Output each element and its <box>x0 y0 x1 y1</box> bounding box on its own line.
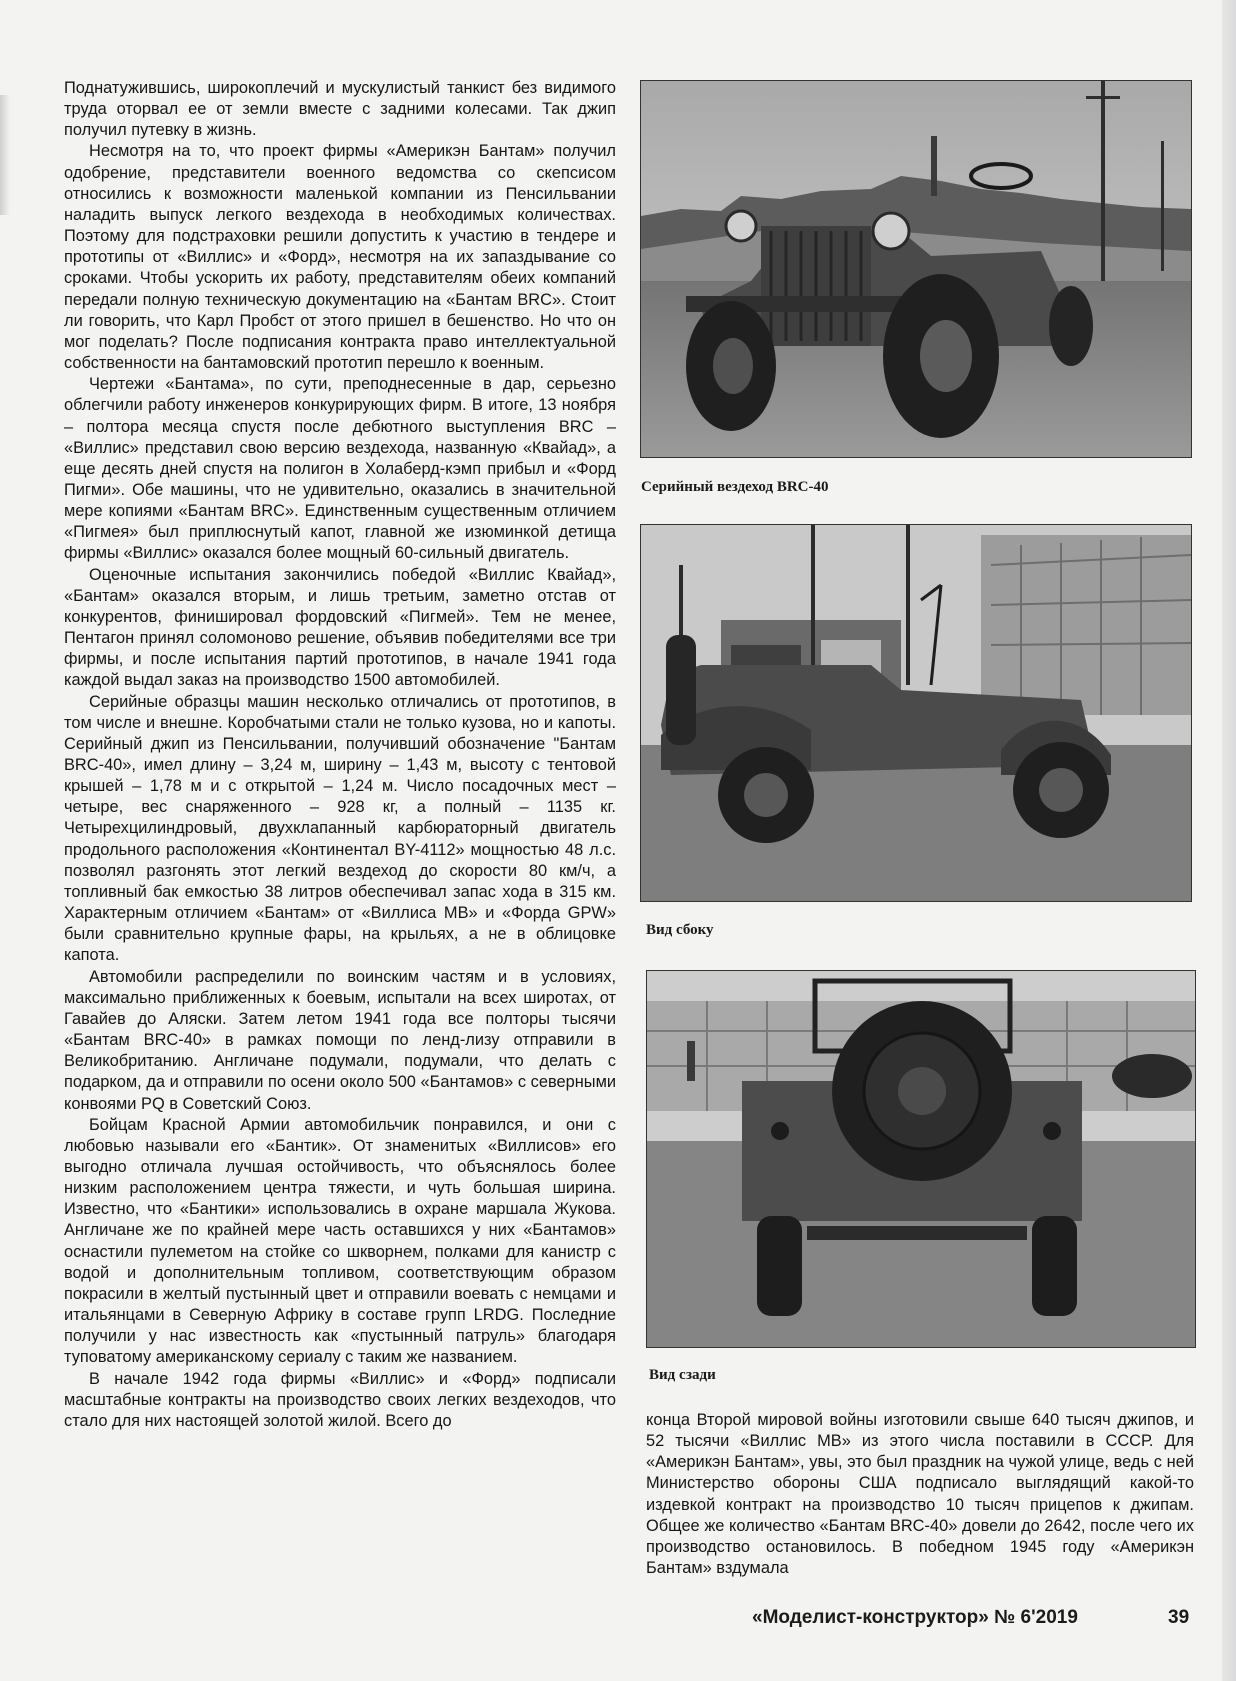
photo-rear-view <box>646 970 1196 1348</box>
paragraph-1: Поднатужившись, широкоплечий и мускулистый танкист без видимого труда оторвал ее от земли вместе с задними колесами. Так джип получил путевку в жизнь. <box>64 79 616 140</box>
caption-rear-view: Вид сзади <box>649 1367 716 1383</box>
photo-front-view <box>640 80 1192 458</box>
caption-side-view: Вид сбоку <box>646 922 714 938</box>
paragraph-6: Автомобили распределили по воинским частям и в условиях, максимально приближенных к боевым, испытали на всех широтах, от Гавайев до Аляски. Затем летом 1941 года все полторы тысячи «Бантам BRC-40» в рамках помощи по ленд-лизу отправили в Великобританию. Англичане подумали, подумали, что делать с подарком, да и отправили по осени около 500 «Бантамов» с северными конвоями PQ в Советский Союз. <box>64 967 616 1113</box>
paragraph-continuation: конца Второй мировой войны изготовили свыше 640 тысяч джипов, и 52 тысячи «Виллис МВ» из этого числа поставили в СССР. Для «Америкэн Бантам», увы, это был праздник на чужой улице, ведь с ней Министерство обороны США подписало выглядящий какой-то издевкой контракт на производство 10 тысяч прицепов к джипам. Общее же количество «Бантам BRC-40» довели до 2642, после чего их производство остановилось. В победном 1945 году «Америкэн Бантам» вздумала <box>646 1411 1194 1578</box>
paragraph-5: Серийные образцы машин несколько отличались от прототипов, в том числе и внешне. Коробчатыми стали не только кузова, но и капоты. Серийный джип из Пенсильвании, получивший обозначение "Бантам BRC-40», имел длину – 3,24 м, ширину – 1,43 м, высоту с тентовой крышей – 1,78 м и с открытой – 1,24 м. Число посадочных мест – четыре, вес снаряженного – 928 кг, а полный – 1135 кг. Четырехцилиндровый, двухклапанный карбюраторный двигатель продольного расположения «Континентал BY-4112» мощностью 48 л.с. позволял разгонять этот легкий вездеход до скорости 80 км/ч, а топливный бак емкостью 38 литров обеспечивал запас хода в 315 км. Характерным отличием «Бантам» от «Виллиса MB» и «Форда GPW» были сравнительно крупные фары, на крыльях, а не в облицовке капота. <box>64 692 616 965</box>
paragraph-4: Оценочные испытания закончились победой «Виллис Квайад», «Бантам» оказался вторым, и лишь третьим, заметно отстав от конкурентов, финишировал фордовский «Пигмей». Тем не менее, Пентагон принял соломоново решение, объявив победителями все три фирмы, и после испытания партий прототипов, в начале 1941 года каждой выдал заказ на производство 1500 автомобилей. <box>64 565 616 690</box>
paragraph-2: Несмотря на то, что проект фирмы «Америкэн Бантам» получил одобрение, представители военного ведомства со скепсисом относились к возможности маленькой компании из Пенсильвании наладить выпуск легкого вездехода в необходимых количествах. Поэтому для подстраховки решили допустить к участию в тендере и прототипы от «Виллис» и «Форд», несмотря на их запаздывание со сроками. Чтобы ускорить их работу, представителям обеих компаний передали полную техническую документацию на «Бантам BRC». Стоит ли говорить, что Карл Пробст от этого пришел в бешенство. Но что он мог поделать? После подписания контракта право интеллектуальной собственности на бантамовский прототип перешло к военным. <box>64 142 616 373</box>
photo-side-view <box>640 524 1192 902</box>
page-number: 39 <box>1168 1607 1190 1628</box>
page-edge <box>1222 0 1236 1681</box>
caption-front-view: Серийный вездеход BRC-40 <box>641 479 829 495</box>
paragraph-7: Бойцам Красной Армии автомобильчик понравился, и они с любовью называли его «Бантик». От знаменитых «Виллисов» его выгодно отличала лучшая остойчивость, что объяснялось более низким расположением центра тяжести, и чуть большая ширина. Известно, что «Бантики» использовались в охране маршала Жукова. Англичане же по крайней мере часть оставшихся у них «Бантамов» оснастили пулеметом на стойке со шкворнем, полками для канистр с водой и дополнительным топливом, соответствующим образом покрасили в желтый пустынный цвет и отправили воевать с немцами и итальянцами в Северную Африку в составе групп LRDG. Последние получили у нас известность как «пустынный патруль» благодаря туповатому американскому сериалу с таким же названием. <box>64 1115 616 1367</box>
paragraph-8: В начале 1942 года фирмы «Виллис» и «Форд» подписали масштабные контракты на производство своих легких вездеходов, что стало для них настоящей золотой жилой. Всего до <box>64 1369 616 1430</box>
journal-title: «Моделист-конструктор» № 6'2019 <box>752 1607 1078 1628</box>
article-left-column <box>64 78 616 1432</box>
paragraph-3: Чертежи «Бантама», по сути, преподнесенные в дар, серьезно облегчили работу инженеров конкурирующих фирм. В итоге, 13 ноября – полтора месяца спустя после дебютного выступления BRC – «Виллис» представил свою версию вездехода, названную «Квайад», а еще десять дней спустя на полигон в Холаберд-кэмп прибыл и «Форд Пигми». Обе машины, что не удивительно, оказались в значительной мере копиями «Бантам BRC». Единственным существенным отличием «Пигмея» был приплюснутый капот, главной же изюминкой детища фирмы «Виллис» оказался более мощный 60-сильный двигатель. <box>64 375 616 563</box>
page-bleed <box>0 95 10 215</box>
article-right-column <box>646 1410 1194 1579</box>
